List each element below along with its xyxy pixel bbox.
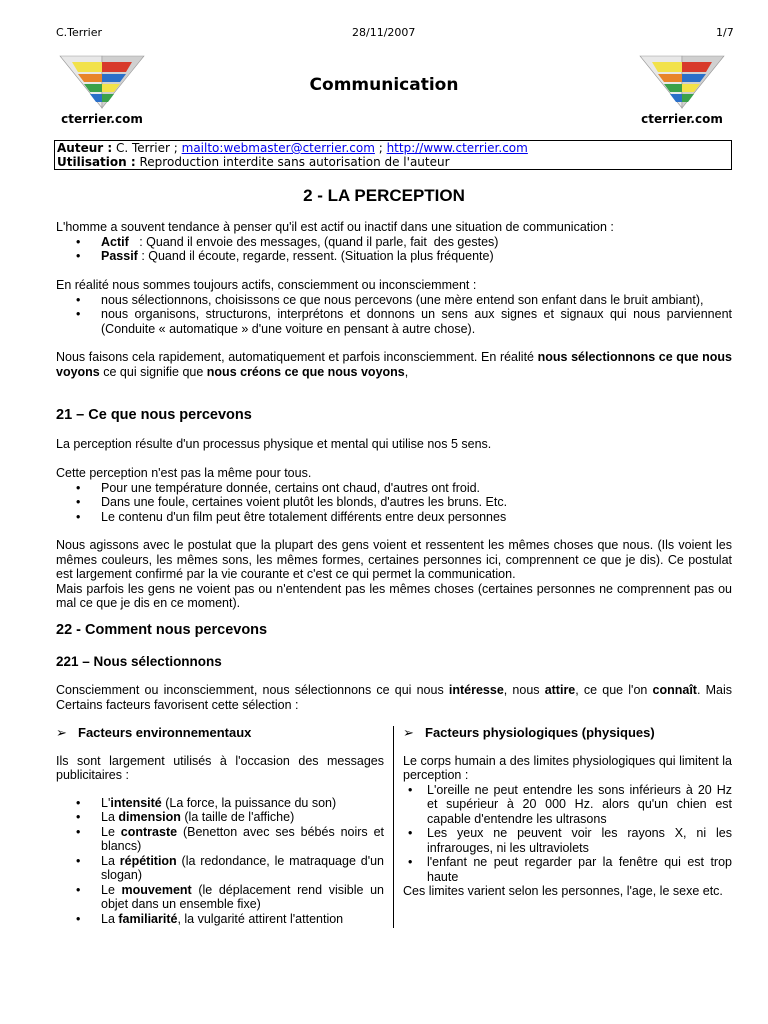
page-title: Communication xyxy=(309,75,459,95)
list-item: • Pour une température donnée, certains ont chaud, d'autres ont froid. xyxy=(56,481,732,496)
text-run: , xyxy=(404,364,409,379)
list-item xyxy=(56,810,384,825)
left-column xyxy=(56,726,384,926)
text-run-bold: connaît xyxy=(652,683,697,697)
text-run-bold: familiarité xyxy=(118,911,178,926)
author-name: C. Terrier ; xyxy=(112,141,182,155)
right-list xyxy=(403,783,732,885)
author-box xyxy=(54,140,732,170)
paragraph-postulat xyxy=(56,538,732,611)
text-run: , nous xyxy=(503,683,545,697)
text-run: Consciemment ou inconsciemment, nous sélectionnons ce qui nous xyxy=(56,683,449,697)
list-item: • nous organisons, structurons, interprétons et donnons un sens aux signes et signaux qui nous parviennent (Conduite « automatique » d'une voiture en pensant à autre chose). xyxy=(56,307,732,336)
right-intro: Le corps humain a des limites physiologiques qui limitent la perception : xyxy=(403,753,732,782)
text-run: , la vulgarité attirent l'attention xyxy=(177,911,344,926)
reality-intro: En réalité nous sommes toujours actifs, consciemment ou inconsciemment : xyxy=(56,278,477,292)
text-run: Le xyxy=(101,882,122,897)
actif-text: : Quand il envoie des messages, (quand il parle, fait des gestes) xyxy=(128,234,499,249)
column-divider xyxy=(393,726,394,928)
text-run-bold: dimension xyxy=(118,810,181,824)
paragraph-221 xyxy=(56,683,732,712)
list-item xyxy=(56,825,384,854)
header-author: C.Terrier xyxy=(56,26,102,39)
block-21b xyxy=(56,466,732,524)
arrow-bullet-icon: ➢ xyxy=(56,725,67,740)
usage-line xyxy=(57,155,729,169)
email-link[interactable]: mailto:webmaster@cterrier.com xyxy=(181,141,375,155)
left-intro: Ils sont largement utilisés à l'occasion des messages publicitaires : xyxy=(56,753,384,782)
logo-caption: cterrier.com xyxy=(61,112,143,126)
list-item xyxy=(56,235,732,250)
list-item: • Les yeux ne peuvent voir les rayons X, ni les infrarouges, ni les ultraviolets xyxy=(403,826,732,855)
text-run-bold: contraste xyxy=(120,824,178,839)
intro-block xyxy=(56,220,732,264)
list-item xyxy=(56,796,384,811)
intro-text: L'homme a souvent tendance à penser qu'il est actif ou inactif dans une situation de communication : xyxy=(56,220,614,234)
author-line xyxy=(57,141,729,155)
list-item xyxy=(56,912,384,927)
right-heading xyxy=(403,726,732,741)
header-date: 28/11/2007 xyxy=(352,26,416,39)
heading-21: 21 – Ce que nous percevons xyxy=(56,407,252,423)
reality-list xyxy=(56,293,732,337)
actif-passif-list xyxy=(56,235,732,264)
reality-block xyxy=(56,278,732,336)
website-link[interactable]: http://www.cterrier.com xyxy=(386,141,528,155)
text-run-bold: répétition xyxy=(119,853,177,868)
paragraph-21: La perception résulte d'un processus physique et mental qui utilise nos 5 sens. xyxy=(56,437,492,451)
right-heading-text: Facteurs physiologiques (physiques) xyxy=(425,725,655,740)
section-title: 2 - LA PERCEPTION xyxy=(303,186,465,205)
text-run: (La force, la puissance du son) xyxy=(161,795,337,810)
actif-label: Actif xyxy=(101,234,129,249)
logo-caption: cterrier.com xyxy=(641,112,723,126)
list-item: • nous sélectionnons, choisissons ce que nous percevons (une mère entend son enfant dans le bruit ambiant), xyxy=(56,293,732,308)
text-run-bold: nous sélectionnons ce que nous voyons xyxy=(56,350,733,379)
text-run: (la redondance, le matraquage d'un slogan) xyxy=(101,853,384,882)
text-run-bold: nous créons ce que nous voyons xyxy=(206,364,405,379)
text-run: (le déplacement rend visible un objet dans un ensemble fixe) xyxy=(101,882,384,911)
header-page-number: 1/7 xyxy=(716,26,734,39)
text-run: (Benetton avec ses bébés noirs et blancs) xyxy=(101,824,384,853)
postulat-text: Nous agissons avec le postulat que la plupart des gens voient et ressentent les mêmes choses que nous. (Ils voient les mêmes couleurs, les mêmes sons, les mêmes formes, certaines personnes ici, comprennent ce que je dis). Ce postulat est largement confirmé par la vie courante et c'est ce qui permet la communication. xyxy=(56,538,732,581)
paragraph-fast xyxy=(56,350,732,379)
left-heading xyxy=(56,726,384,741)
heading-22: 22 - Comment nous percevons xyxy=(56,622,268,638)
text-run: , ce que l'on xyxy=(575,683,653,697)
left-heading-text: Facteurs environnementaux xyxy=(78,725,252,740)
text-run: La xyxy=(101,810,119,824)
list-21 xyxy=(56,481,732,525)
text-run-bold: mouvement xyxy=(121,882,192,897)
usage-text: Reproduction interdite sans autorisation de l'auteur xyxy=(135,155,450,169)
text-run: L' xyxy=(101,795,111,810)
text-run: La xyxy=(101,911,119,926)
author-label: Auteur : xyxy=(57,141,113,155)
list-item xyxy=(56,883,384,912)
text-run: ce qui signifie que xyxy=(99,364,207,379)
passif-text: : Quand il écoute, regarde, ressent. (Situation la plus fréquente) xyxy=(137,249,494,263)
mais-text: Mais parfois les gens ne voient pas ou n'entendent pas les mêmes choses (certaines personnes ne comprennent pas ou mal ce que je dis en ce moment). xyxy=(56,581,732,610)
text-run: Nous faisons cela rapidement, automatiquement et parfois inconsciemment. En réalité xyxy=(56,350,538,364)
list-item: • Le contenu d'un film peut être totalement différents entre deux personnes xyxy=(56,510,732,525)
usage-label: Utilisation : xyxy=(57,155,136,169)
right-outro: Ces limites varient selon les personnes, l'age, le sexe etc. xyxy=(403,884,723,898)
text-run: (la taille de l'affiche) xyxy=(180,810,295,824)
list-item xyxy=(56,854,384,883)
list-item: • L'oreille ne peut entendre les sons inférieurs à 20 Hz et supérieur à 20 000 Hz. alors qu'un chien est capable d'entendre les ultrasons xyxy=(403,783,732,827)
text-run-bold: intensité xyxy=(110,795,162,810)
paragraph-21b: Cette perception n'est pas la même pour tous. xyxy=(56,466,312,480)
list-item: • l'enfant ne peut regarder par la fenêtre qui est trop haute xyxy=(403,855,732,884)
left-list xyxy=(56,796,384,927)
text-run: . Mais Certains facteurs favorisent cette sélection : xyxy=(56,683,732,712)
text-run-bold: intéresse xyxy=(448,683,504,697)
text-run-bold: attire xyxy=(544,683,576,697)
text-run: Le xyxy=(101,824,121,839)
heading-221: 221 – Nous sélectionnons xyxy=(56,654,222,669)
separator: ; xyxy=(374,141,387,155)
list-item xyxy=(56,249,732,264)
text-run: La xyxy=(101,853,120,868)
passif-label: Passif xyxy=(101,249,138,263)
right-column xyxy=(403,726,732,899)
list-item: • Dans une foule, certaines voient plutôt les blonds, d'autres les bruns. Etc. xyxy=(56,495,732,510)
arrow-bullet-icon: ➢ xyxy=(403,725,414,740)
